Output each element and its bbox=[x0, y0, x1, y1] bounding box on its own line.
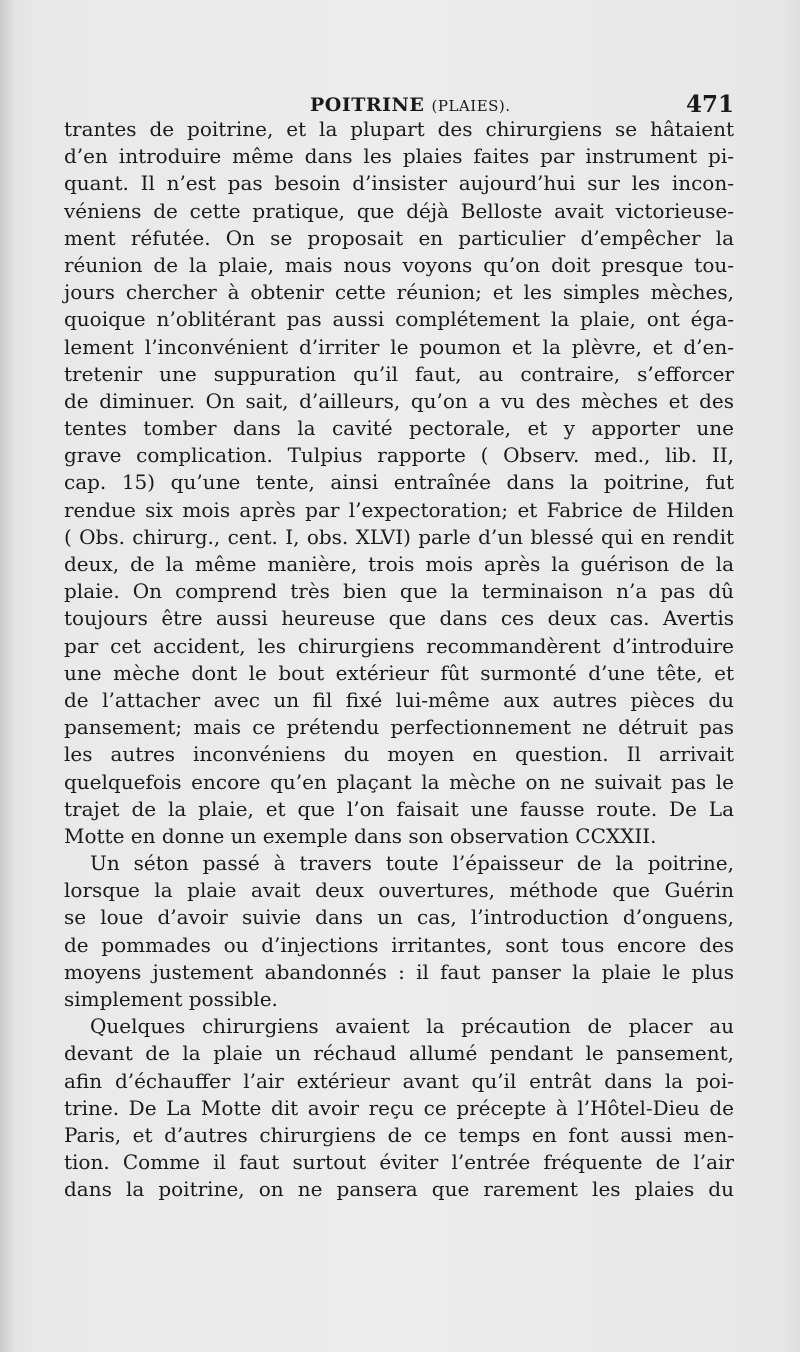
page-number: 471 bbox=[685, 91, 734, 118]
running-title-sub: (PLAIES). bbox=[431, 97, 511, 115]
text-line: cap. 15) qu’une tente, ainsi entraînée dans la poitrine, fut bbox=[64, 470, 734, 495]
text-line: ( Obs. chirurg., cent. I, obs. XLVI) parle d’un blessé qui en rendit bbox=[64, 524, 734, 549]
text-line: tion. Comme il faut surtout éviter l’entrée fréquente de l’air bbox=[64, 1150, 734, 1175]
text-line: de l’attacher avec un fil fixé lui-même aux autres pièces du bbox=[64, 687, 734, 712]
running-title-main: POITRINE bbox=[310, 94, 425, 116]
text-line: quant. Il n’est pas besoin d’insister aujourd’hui sur les incon- bbox=[64, 171, 734, 196]
text-line: tretenir une suppuration qu’il faut, au contraire, s’efforcer bbox=[64, 361, 734, 386]
text-line: par cet accident, les chirurgiens recommandèrent d’introduire bbox=[64, 633, 734, 658]
text-line: les autres inconvéniens du moyen en question. Il arrivait bbox=[64, 742, 734, 767]
text-line: quoique n’oblitérant pas aussi complétement la plaie, ont éga- bbox=[64, 307, 734, 332]
text-line: réunion de la plaie, mais nous voyons qu’on doit presque tou- bbox=[64, 252, 734, 277]
text-line: afin d’échauffer l’air extérieur avant qu’il entrât dans la poi- bbox=[64, 1068, 734, 1093]
text-line: plaie. On comprend très bien que la terminaison n’a pas dû bbox=[64, 579, 734, 604]
text-line: simplement possible. bbox=[64, 987, 278, 1011]
text-line: se loue d’avoir suivie dans un cas, l’introduction d’onguens, bbox=[64, 905, 734, 930]
text-line: Paris, et d’autres chirurgiens de ce temps en font aussi men- bbox=[64, 1122, 734, 1147]
text-line: trine. De La Motte dit avoir reçu ce précepte à l’Hôtel-Dieu de bbox=[64, 1095, 734, 1120]
text-line: lement l’inconvénient d’irriter le poumon et la plèvre, et d’en- bbox=[64, 334, 734, 359]
text-line: toujours être aussi heureuse que dans ces deux cas. Avertis bbox=[64, 606, 734, 631]
text-line: pansement; mais ce prétendu perfectionnement ne détruit pas bbox=[64, 715, 734, 740]
text-line: Motte en donne un exemple dans son observation CCXXII. bbox=[64, 823, 657, 848]
text-line: Un séton passé à travers toute l’épaisseur de la poitrine, bbox=[90, 851, 734, 876]
text-line: rendue six mois après par l’expectoration; et Fabrice de Hilden bbox=[64, 497, 734, 522]
running-title bbox=[310, 94, 511, 116]
text-line: d’en introduire même dans les plaies faites par instrument pi- bbox=[64, 144, 734, 169]
text-line: moyens justement abandonnés : il faut panser la plaie le plus bbox=[64, 959, 734, 984]
text-line: de pommades ou d’injections irritantes, sont tous encore des bbox=[64, 932, 734, 957]
text-line: trantes de poitrine, et la plupart des chirurgiens se hâtaient bbox=[64, 117, 734, 141]
text-line: véniens de cette pratique, que déjà Belloste avait victorieuse- bbox=[64, 198, 734, 223]
text-line: Quelques chirurgiens avaient la précaution de placer au bbox=[90, 1014, 734, 1039]
text-line: une mèche dont le bout extérieur fût surmonté d’une tête, et bbox=[64, 660, 734, 685]
text-line: deux, de la même manière, trois mois après la guérison de la bbox=[64, 552, 734, 576]
text-line: ment réfutée. On se proposait en particulier d’empêcher la bbox=[64, 225, 734, 250]
text-line: devant de la plaie un réchaud allumé pendant le pansement, bbox=[64, 1041, 734, 1066]
text-line: dans la poitrine, on ne pansera que rarement les plaies du bbox=[64, 1177, 734, 1202]
text-line: trajet de la plaie, et que l’on faisait une fausse route. De La bbox=[64, 796, 734, 821]
text-line: jours chercher à obtenir cette réunion; et les simples mèches, bbox=[64, 280, 734, 305]
text-line: grave complication. Tulpius rapporte ( Observ. med., lib. II, bbox=[64, 443, 734, 468]
text-line: tentes tomber dans la cavité pectorale, et y apporter une bbox=[64, 416, 734, 441]
text-line: de diminuer. On sait, d’ailleurs, qu’on a vu des mèches et des bbox=[64, 388, 734, 413]
body-text bbox=[64, 116, 734, 1204]
text-line: lorsque la plaie avait deux ouvertures, méthode que Guérin bbox=[64, 878, 734, 903]
text-line: quelquefois encore qu’en plaçant la mèche on ne suivait pas le bbox=[64, 769, 734, 794]
